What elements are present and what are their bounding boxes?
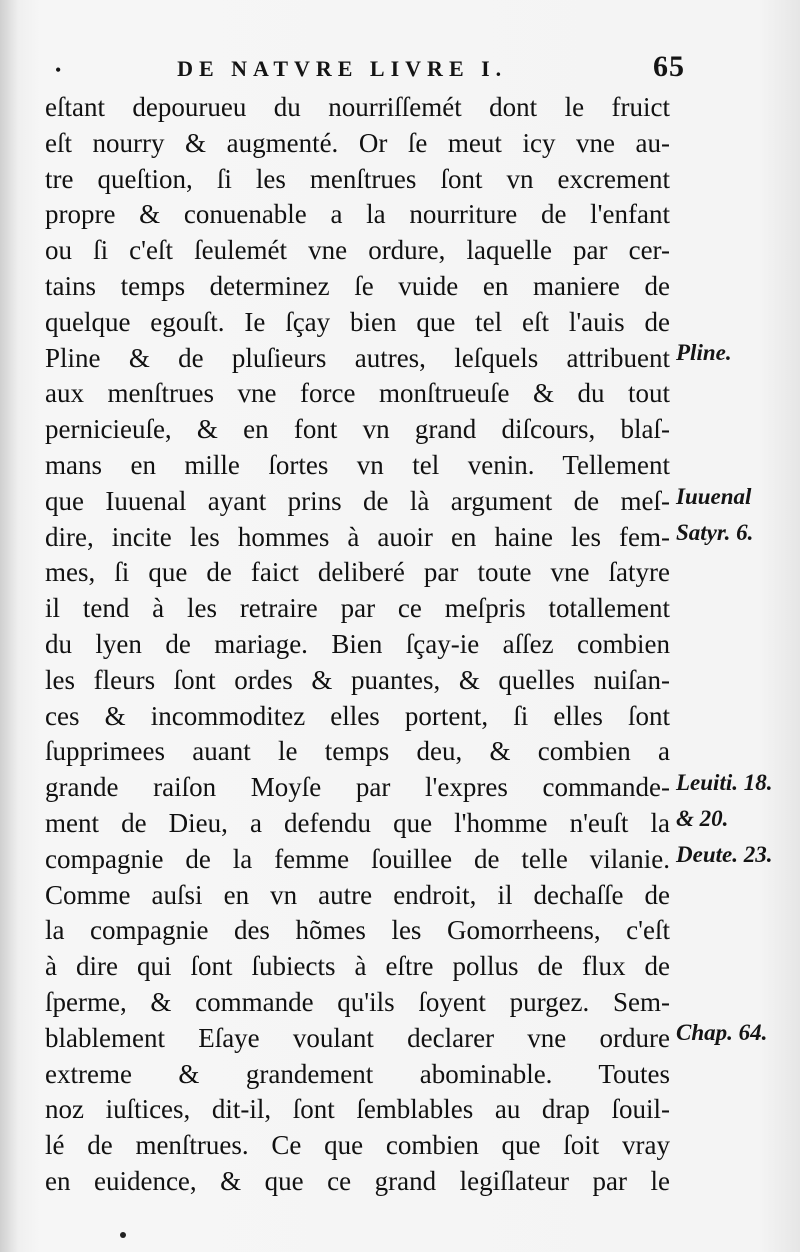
text-line: que Iuuenal ayant prins de là argument de meſ- <box>45 485 670 516</box>
print-speck <box>120 1232 126 1238</box>
text-line: grande raiſon Moyſe par l'expres commande- <box>45 772 670 803</box>
text-line: lé de menſtrues. Ce que combien que ſoit vray <box>45 1130 670 1161</box>
page-header <box>55 50 685 90</box>
running-title: DE NATVRE LIVRE I. <box>177 56 508 81</box>
text-line: dire, incite les hommes à auoir en haine les fem- <box>45 521 670 552</box>
text-line: du lyen de mariage. Bien ſçay-ie aſſez combien <box>45 628 670 659</box>
text-line: eſt nourry & augmenté. Or ſe meut icy vne au- <box>45 127 670 158</box>
page-number: 65 <box>653 50 685 83</box>
margin-note: Deute. 23. <box>676 842 773 867</box>
margin-note: & 20. <box>676 806 729 831</box>
text-line: aux menſtrues vne force monſtrueuſe & du tout <box>45 378 670 409</box>
text-line: extreme & grandement abominable. Toutes <box>45 1058 670 1089</box>
text-line: ces & incommoditez elles portent, ſi elles ſont <box>45 700 670 731</box>
text-line: eſtant depourueu du nourriſſemét dont le fruict <box>45 92 670 122</box>
text-line: ſperme, & commande qu'ils ſoyent purgez. Sem- <box>45 986 670 1017</box>
text-line: ment de Dieu, a defendu que l'homme n'euſt la <box>45 807 670 838</box>
text-line: noz iuſtices, dit-il, ſont ſemblables au drap ſouil- <box>45 1094 670 1125</box>
margin-note: Leuiti. 18. <box>676 770 773 795</box>
text-line: la compagnie des hõmes les Gomorrheens, c'eſt <box>45 915 670 946</box>
text-line: tains temps determinez ſe vuide en maniere de <box>45 270 670 301</box>
text-line: Comme auſsi en vn autre endroit, il dechaſſe de <box>45 879 670 910</box>
text-line: mans en mille ſortes vn tel venin. Tellement <box>45 449 670 480</box>
text-line: ou ſi c'eſt ſeulemét vne ordure, laquelle par cer- <box>45 235 670 266</box>
text-line: pernicieuſe, & en font vn grand diſcours, blaſ- <box>45 414 670 445</box>
text-line: blablement Eſaye voulant declarer vne ordure <box>45 1022 670 1053</box>
text-line: tre queſtion, ſi les menſtrues ſont vn excrement <box>45 163 670 194</box>
text-line: à dire qui ſont ſubiects à eſtre pollus de flux de <box>45 951 670 982</box>
margin-notes <box>676 90 800 1180</box>
text-line: Pline & de pluſieurs autres, leſquels attribuent <box>45 342 670 373</box>
text-line: il tend à les retraire par ce meſpris totallement <box>45 593 670 624</box>
margin-note: Iuuenal <box>676 484 752 509</box>
text-line: mes, ſi que de faict deliberé par toute vne ſatyre <box>45 557 670 588</box>
margin-note: Chap. 64. <box>676 1020 768 1045</box>
text-line: les fleurs ſont ordes & puantes, & quelles nuiſan- <box>45 664 670 695</box>
text-line: quelque egouſt. Ie ſçay bien que tel eſt l'auis de <box>45 306 670 337</box>
text-line: compagnie de la femme ſouillee de telle vilanie. <box>45 843 670 874</box>
main-text-block <box>45 90 670 1196</box>
header-ornament: • <box>55 60 62 80</box>
margin-note: Pline. <box>676 340 732 365</box>
text-line: propre & conuenable a la nourriture de l'enfant <box>45 199 670 230</box>
margin-note: Satyr. 6. <box>676 520 754 545</box>
text-line: ſupprimees auant le temps deu, & combien a <box>45 736 670 767</box>
text-line: en euidence, & que ce grand legiſlateur par le <box>45 1165 670 1196</box>
